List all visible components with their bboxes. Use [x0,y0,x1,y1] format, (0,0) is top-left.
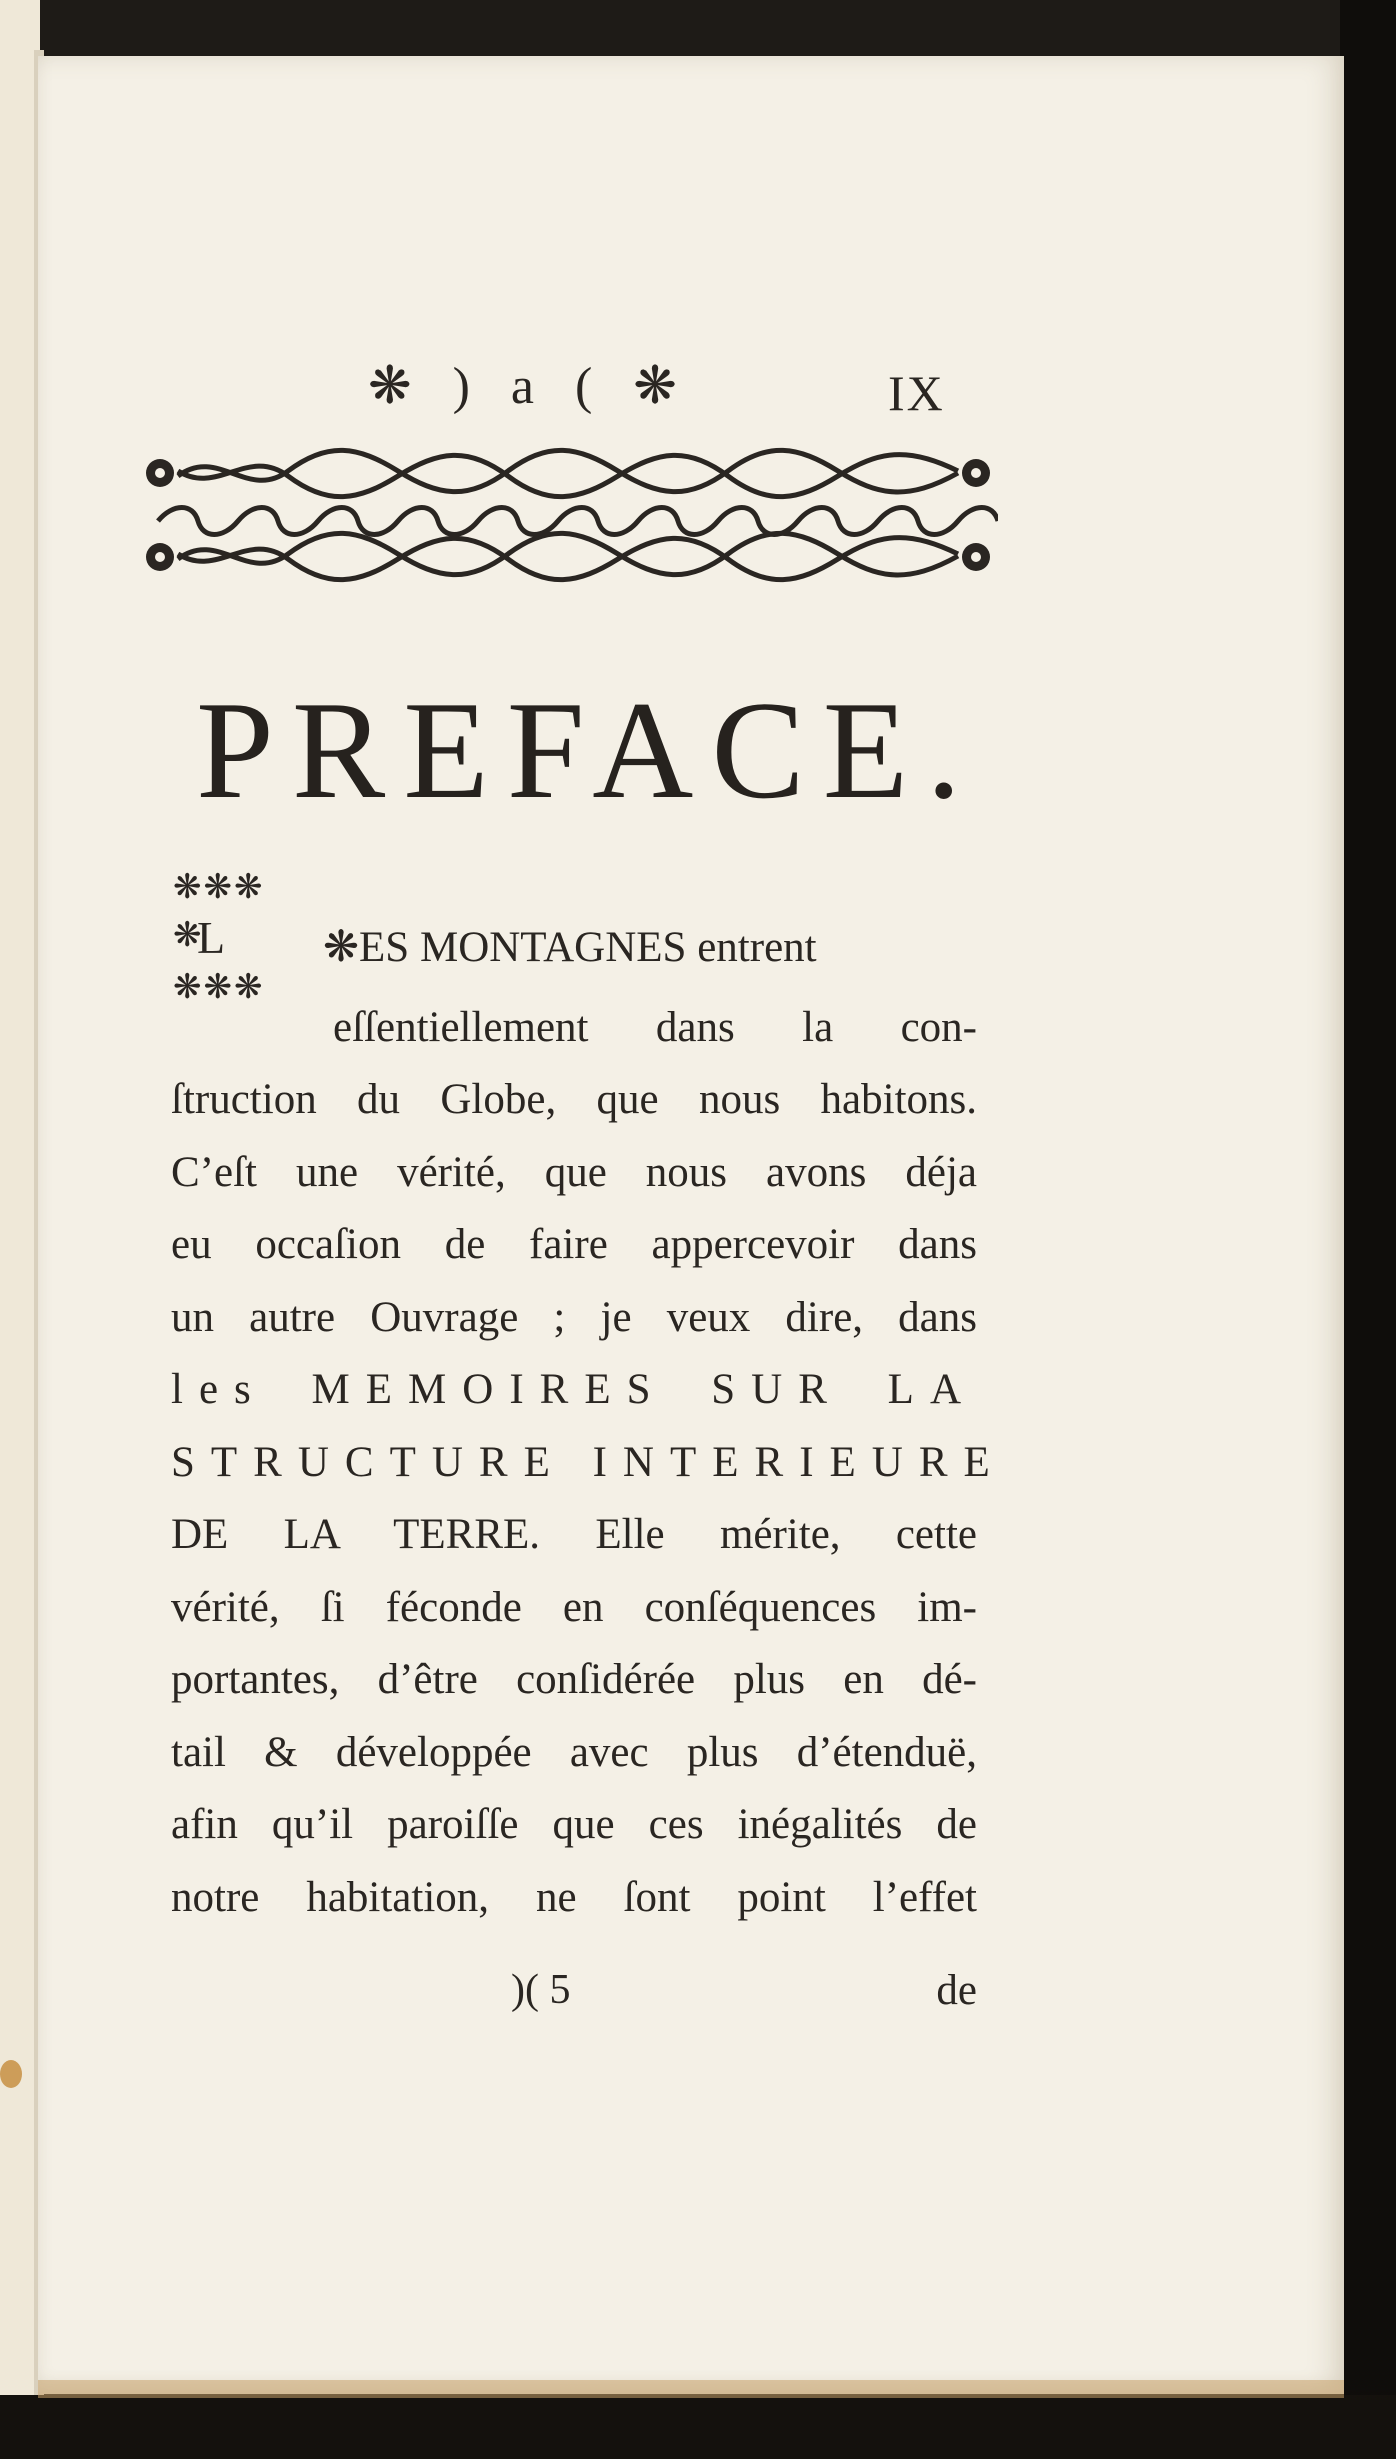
page-edge-tint [38,2380,1344,2398]
page-header [38,356,1344,426]
text-line: portantes, d’être conſidérée plus en dé- [171,1656,977,1703]
page-title: PREFACE. [196,673,980,828]
page-footer [171,1966,977,2026]
book-page [38,56,1344,2394]
text-line: ſtruction du Globe, que nous habitons. [171,1076,977,1123]
text-line: afin qu’il paroiſſe que ces inégalités de [171,1801,977,1848]
text-line: STRUCTURE INTERIEURE [171,1439,1006,1486]
ornamental-band-icon [138,441,998,591]
text-line: un autre Ouvrage ; je veux dire, dans [171,1294,977,1341]
page-number: IX [888,365,945,421]
running-head: ❋ ) a ( ❋ [368,358,691,415]
text-line: eſſentiellement dans la con- [333,1004,977,1051]
dropcap-letter: L [197,912,226,963]
scan-background-bottom [0,2395,1396,2459]
text-line: ❋ES MONTAGNES entrent [323,924,817,971]
fleuron-row-bottom: ❋❋❋ [173,969,265,1006]
text-line: vérité, ſi féconde en conſéquences im- [171,1584,977,1631]
text-line: les MEMOIRES SUR LA [171,1366,977,1413]
text-line: C’eſt une vérité, que nous avons déja [171,1149,977,1196]
scan-background-right [1340,0,1396,2459]
text-line: DE LA TERRE. Elle mérite, cette [171,1511,977,1558]
catchword: de [936,1967,977,2014]
paper-stain [0,2060,22,2088]
scan-background-top [0,0,1396,56]
fleuron-left: ❋ [173,917,204,954]
text-line: eu occaſion de faire appercevoir dans [171,1221,977,1268]
text-line: notre habitation, ne ſont point l’effet [171,1874,977,1921]
text-line: tail & développée avec plus d’étenduë, [171,1729,977,1776]
signature-mark: )( 5 [511,1967,571,2013]
decorated-initial [133,861,313,1021]
fleuron-row-top: ❋❋❋ [173,869,265,906]
